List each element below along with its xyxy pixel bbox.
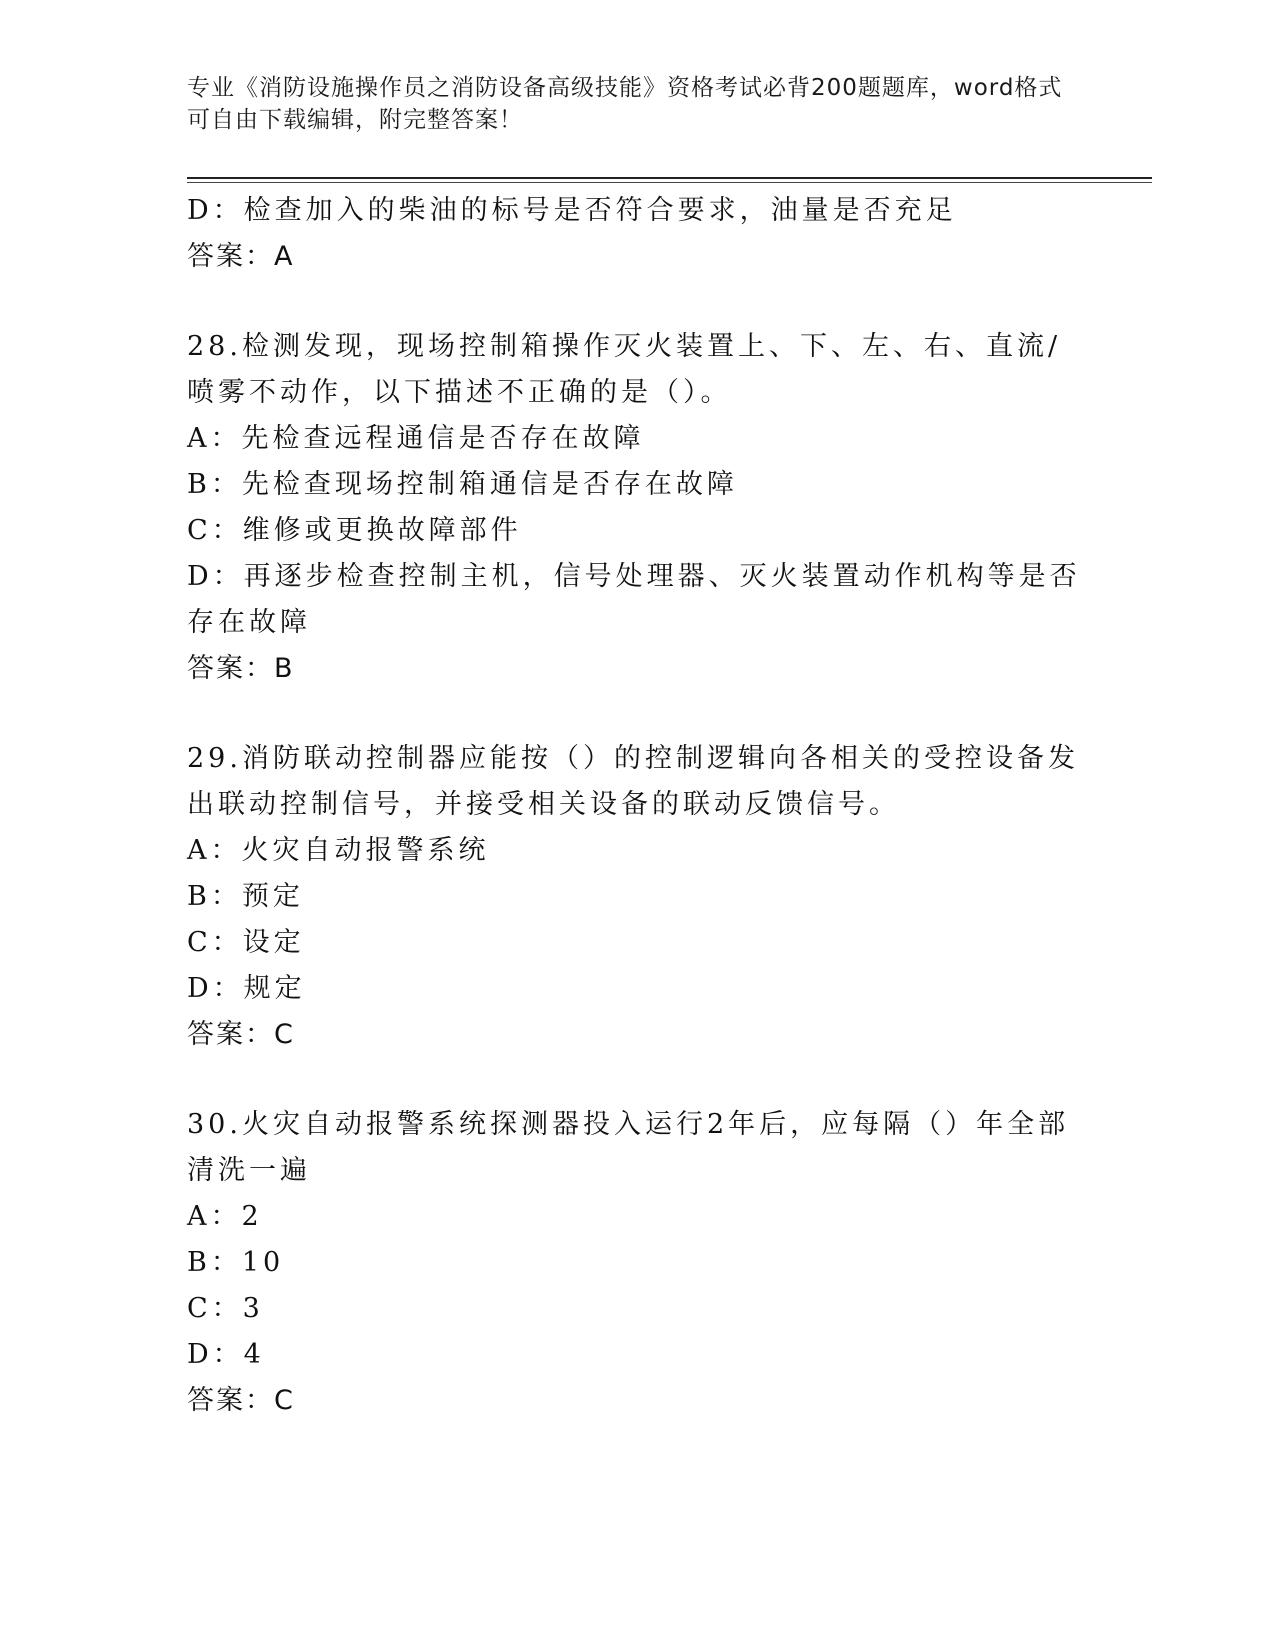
option-c: C：设定: [187, 927, 305, 958]
question-stem: 30.火灾自动报警系统探测器投入运行2年后，应每隔（）年全部清洗一遍: [187, 1109, 1070, 1186]
header-divider-thin: [187, 182, 1152, 183]
option-d: D：再逐步检查控制主机，信号处理器、灭火装置动作机构等是否存在故障: [187, 561, 1081, 638]
answer-line: 答案：C: [187, 1019, 295, 1050]
question-stem: 28.检测发现，现场控制箱操作灭火装置上、下、左、右、直流/喷雾不动作，以下描述不正确的是（）。: [187, 331, 1062, 408]
option-a: A：火灾自动报警系统: [187, 835, 490, 866]
document-header: 专业《消防设施操作员之消防设备高级技能》资格考试必背200题题库，word格式可自由下载编辑，附完整答案！: [187, 75, 1063, 133]
spacer: [187, 692, 1082, 736]
option-a: A：2: [187, 1201, 263, 1232]
header-divider: [187, 177, 1152, 179]
option-b: B：预定: [187, 881, 304, 912]
question-28: [187, 324, 1082, 692]
question-30: [187, 1102, 1082, 1424]
spacer: [187, 280, 1082, 324]
answer-line: 答案：A: [187, 241, 295, 272]
question-29: [187, 736, 1082, 1058]
previous-question-tail: [187, 188, 1082, 280]
option-b: B：先检查现场控制箱通信是否存在故障: [187, 469, 738, 500]
option-d: D：4: [187, 1339, 265, 1370]
spacer: [187, 1058, 1082, 1102]
option-b: B：10: [187, 1247, 285, 1278]
answer-line: 答案：C: [187, 1385, 295, 1416]
answer-line: 答案：B: [187, 653, 295, 684]
option-c: C：3: [187, 1293, 264, 1324]
question-list: [187, 188, 1082, 1424]
question-stem: 29.消防联动控制器应能按（）的控制逻辑向各相关的受控设备发出联动控制信号，并接受相关设备的联动反馈信号。: [187, 743, 1079, 820]
option-a: A：先检查远程通信是否存在故障: [187, 423, 645, 454]
option-d: D：检查加入的柴油的标号是否符合要求，油量是否充足: [187, 195, 957, 226]
option-d: D：规定: [187, 973, 306, 1004]
option-c: C：维修或更换故障部件: [187, 515, 522, 546]
